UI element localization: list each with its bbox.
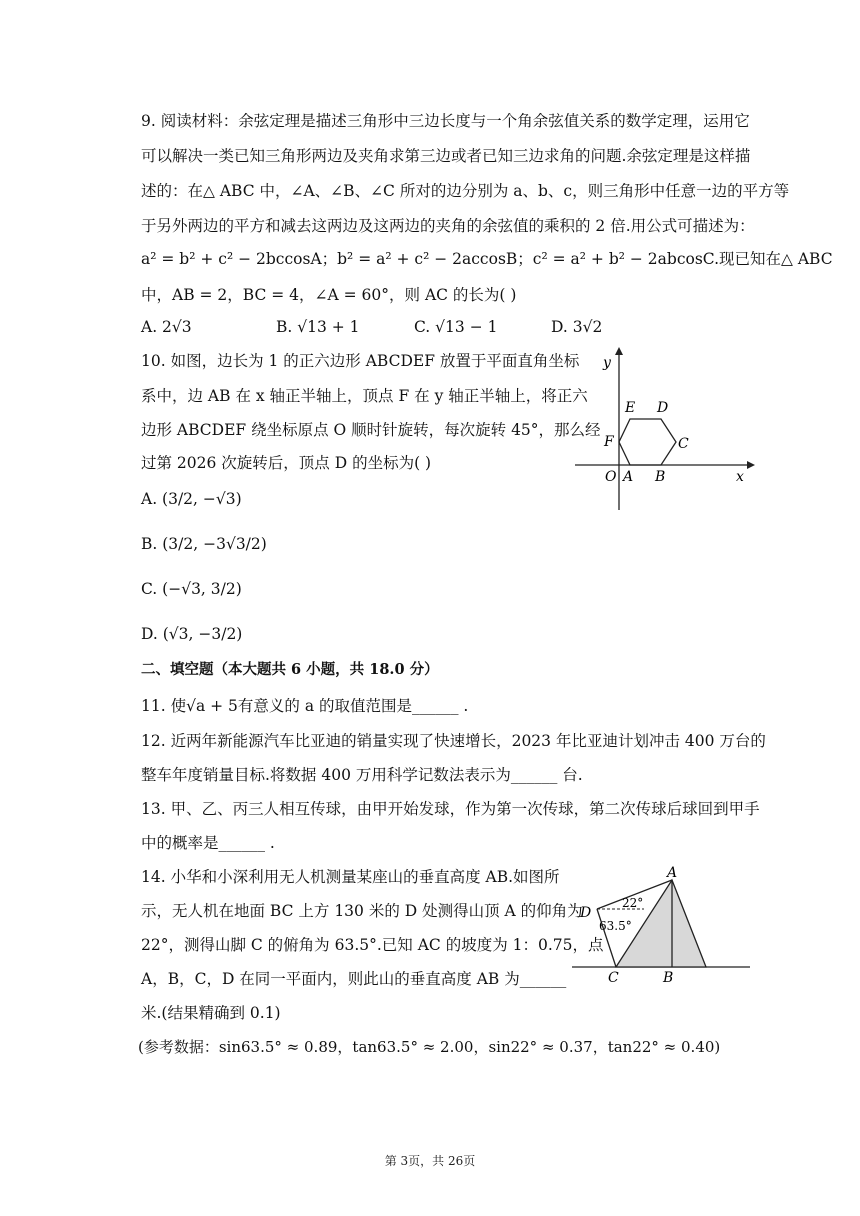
q10-option-d: D. (√3, −3/2) [141,625,243,643]
q9-line-6: 中，AB = 2，BC = 4，∠A = 60°，则 AC 的长为( ) [141,286,517,304]
mountain-label-b: B [663,970,674,986]
q10-line-1: 10. 如图，边长为 1 的正六边形 ABCDEF 放置于平面直角坐标 [141,352,580,370]
hex-label-a: A [623,469,634,485]
page-footer: 第 3页，共 26页 [384,1154,476,1168]
q9-option-b: B. √13 + 1 [276,318,360,336]
q14-line-3: 22°，测得山脚 C 的俯角为 63.5°.已知 AC 的坡度为 1：0.75，点 [141,936,604,954]
q13-line-1: 13. 甲、乙、丙三人相互传球，由甲开始发球，作为第一次传球，第二次传球后球回到甲手 [141,800,760,818]
hexagon-figure [575,345,755,515]
q11-text: 11. 使√a + 5有意义的 a 的取值范围是______ . [141,697,469,715]
q14-line-2: 示，无人机在地面 BC 上方 130 米的 D 处测得山顶 A 的仰角为 [141,902,583,920]
q14-line-1: 14. 小华和小深利用无人机测量某座山的垂直高度 AB.如图所 [141,868,560,886]
mountain-label-d: D [580,905,592,921]
angle-label-22: 22° [622,896,644,910]
q9-option-a: A. 2√3 [141,318,192,336]
q10-option-a: A. (3/2, −√3) [141,490,242,508]
hex-label-x: x [736,469,744,485]
q9-line-1: 9. 阅读材料：余弦定理是描述三角形中三边长度与一个角余弦值关系的数学定理，运用它 [141,112,750,130]
hex-label-d: D [657,400,669,416]
q9-line-2: 可以解决一类已知三角形两边及夹角求第三边或者已知三边求角的问题.余弦定理是这样描 [141,147,751,165]
q10-line-3: 边形 ABCDEF 绕坐标原点 O 顺时针旋转，每次旋转 45°，那么经 [141,421,601,439]
hex-label-f: F [604,434,614,450]
hex-label-e: E [625,400,636,416]
q10-line-2: 系中，边 AB 在 x 轴正半轴上，顶点 F 在 y 轴正半轴上，将正六 [141,387,588,405]
q13-line-2: 中的概率是______ . [141,834,275,852]
q14-line-5: 米.(结果精确到 0.1) [141,1004,281,1022]
hex-label-c: C [678,436,689,452]
hex-label-b: B [655,469,666,485]
section-heading: 二、填空题（本大题共 6 小题，共 18.0 分） [141,661,439,678]
q9-line-3: 述的：在△ ABC 中，∠A、∠B、∠C 所对的边分别为 a、b、c，则三角形中任意一边的平方等 [141,182,790,200]
q10-option-b: B. (3/2, −3√3/2) [141,535,267,553]
q14-line-6: (参考数据：sin63.5° ≈ 0.89，tan63.5° ≈ 2.00，sin22° ≈ 0.37，tan22° ≈ 0.40) [138,1038,721,1056]
q9-option-d: D. 3√2 [551,318,603,336]
q12-line-1: 12. 近两年新能源汽车比亚迪的销量实现了快速增长，2023 年比亚迪计划冲击 400 万台的 [141,732,766,750]
q9-line-5: a² = b² + c² − 2bccosA；b² = a² + c² − 2accosB；c² = a² + b² − 2abcosC.现已知在△ ABC [141,250,833,268]
q12-line-2: 整车年度销量目标.将数据 400 万用科学记数法表示为______ 台. [141,766,583,784]
q9-option-c: C. √13 − 1 [414,318,498,336]
mountain-label-c: C [608,970,619,986]
hex-label-o: O [605,469,617,485]
q9-line-4: 于另外两边的平方和减去这两边及这两边的夹角的余弦值的乘积的 2 倍.用公式可描述为： [141,217,755,235]
mountain-figure [572,862,752,987]
q10-line-4: 过第 2026 次旋转后，顶点 D 的坐标为( ) [141,454,432,472]
q10-option-c: C. (−√3, 3/2) [141,580,242,598]
mountain-label-a: A [667,865,678,881]
hex-label-y: y [603,355,611,371]
q14-line-4: A，B，C，D 在同一平面内，则此山的垂直高度 AB 为______ [141,970,567,988]
angle-label-63-5: 63.5° [599,919,632,933]
